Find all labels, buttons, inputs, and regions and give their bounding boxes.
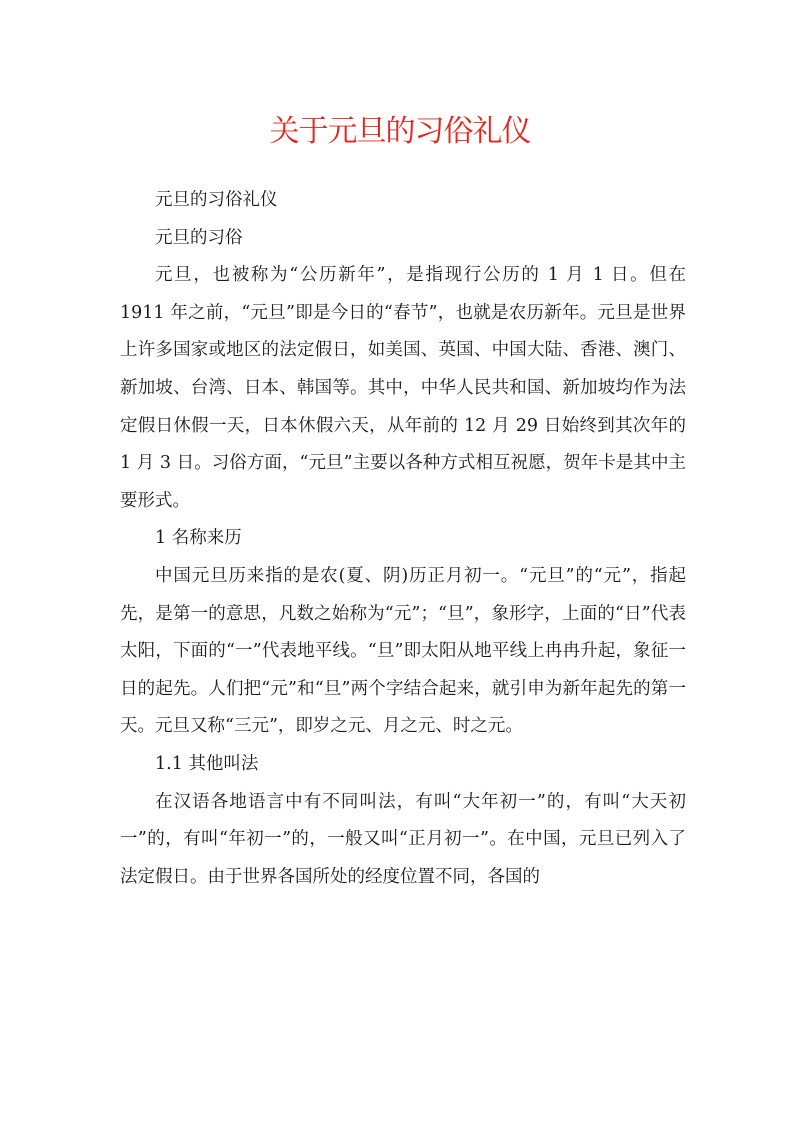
document-body (120, 182, 686, 896)
body-paragraph: 在汉语各地语言中有不同叫法，有叫“大年初一”的，有叫“大天初一”的，有叫“年初一”的，一般又叫“正月初一”。在中国，元旦已列入了法定假日。由于世界各国所处的经度位置不同，各国的 (120, 791, 686, 887)
subsection-heading: 元旦的习俗 (155, 227, 243, 248)
section-heading: 1.1 其他叫法 (155, 753, 259, 774)
body-paragraph: 中国元旦历来指的是农(夏、阴)历正月初一。“元旦”的“元”，指起先，是第一的意思，凡数之始称为“元”；“旦”，象形字，上面的“日”代表太阳，下面的“一”代表地平线。“旦”即太阳从地平线上冉冉升起，象征一日的起先。人们把“元”和“旦”两个字结合起来，就引申为新年起先的第一天。元旦又称“三元”，即岁之元、月之元、时之元。 (120, 565, 686, 737)
body-paragraph: 元旦，也被称为“公历新年”，是指现行公历的 1 月 1 日。但在 1911 年之前，“元旦”即是今日的“春节”，也就是农历新年。元旦是世界上许多国家或地区的法定假日，如美国、英国、中国大陆、香港、澳门、新加坡、台湾、日本、韩国等。其中，中华人民共和国、新加坡均作为法定假日休假一天，日本休假六天，从年前的 12 月 29 日始终到其次年的 1 月 3 日。习俗方面，“元旦”主要以各种方式相互祝愿，贺年卡是其中主要形式。 (120, 265, 686, 511)
section-heading: 1 名称来历 (155, 528, 242, 549)
section-heading: 元旦的习俗礼仪 (155, 190, 278, 210)
document-title: 关于元旦的习俗礼仪 (269, 114, 531, 149)
